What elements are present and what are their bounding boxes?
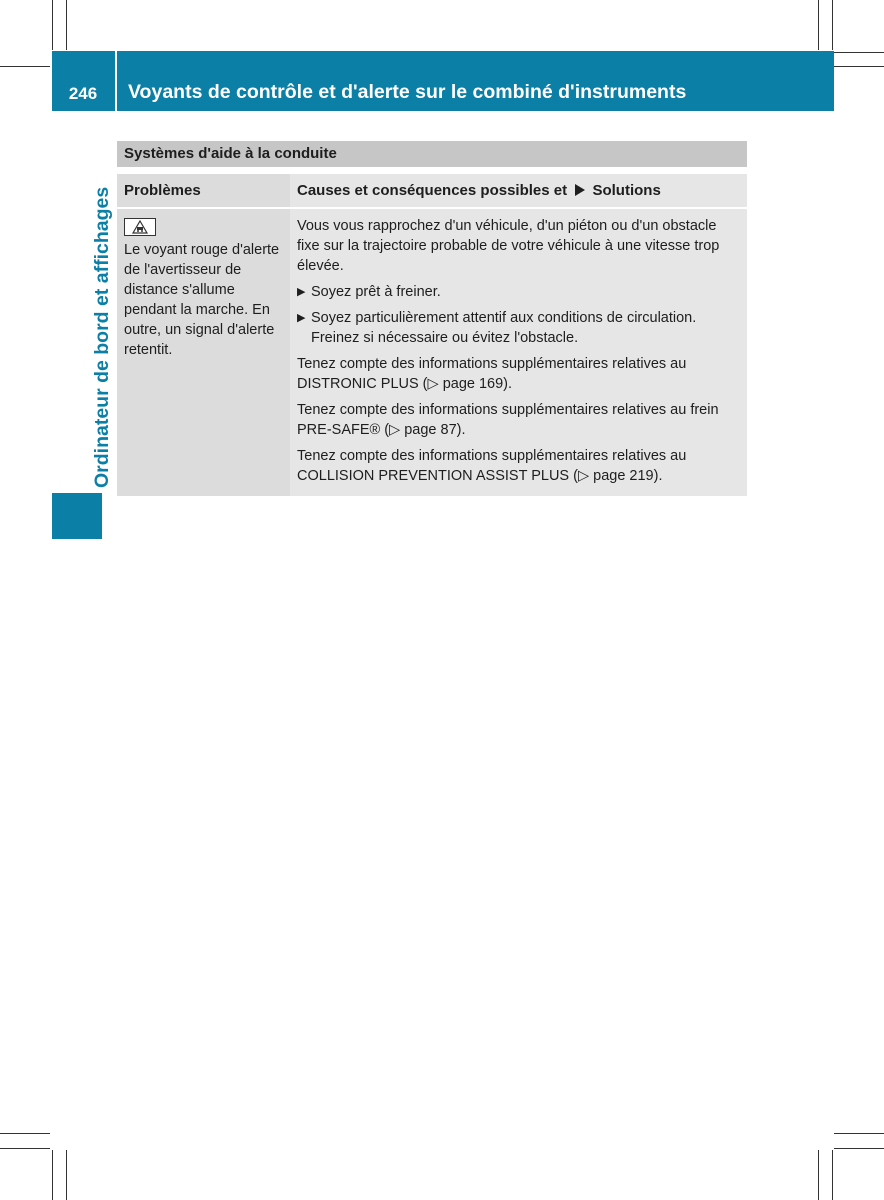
side-tab-marker xyxy=(52,493,102,539)
crop-mark xyxy=(66,0,67,50)
causes-cell xyxy=(290,209,747,496)
crop-mark xyxy=(832,1150,833,1200)
crop-mark xyxy=(0,66,50,67)
table-header-row xyxy=(117,174,747,207)
crop-mark xyxy=(818,1150,819,1200)
problem-cell xyxy=(117,209,290,496)
crop-mark xyxy=(834,66,884,67)
note-collision-prevention: Tenez compte des informations supplémentaires relatives au COLLISION PREVENTION ASSIST PLUS (▷ page 219). xyxy=(297,448,687,484)
header-divider xyxy=(115,51,117,111)
bullet-text: Soyez prêt à freiner. xyxy=(311,284,441,300)
note-pre-safe: Tenez compte des informations supplémentaires relatives au frein PRE-SAFE® (▷ page 87). xyxy=(297,402,719,438)
crop-mark xyxy=(834,1133,884,1134)
column-header-causes-text: Causes et conséquences possibles et xyxy=(297,182,568,199)
column-header-solutions-text: Solutions xyxy=(592,182,661,199)
crop-mark xyxy=(834,52,884,53)
table-row xyxy=(117,209,747,496)
crop-mark xyxy=(52,0,53,50)
crop-mark xyxy=(834,1148,884,1149)
list-item xyxy=(297,282,740,302)
solution-arrow-icon xyxy=(575,184,585,196)
crop-mark xyxy=(0,1148,50,1149)
page-title: Voyants de contrôle et d'alerte sur le combiné d'instruments xyxy=(128,81,687,103)
column-header-problems: Problèmes xyxy=(117,174,290,207)
crop-mark xyxy=(818,0,819,50)
triangle-bullet-icon: ▶ xyxy=(297,312,306,324)
crop-mark xyxy=(66,1150,67,1200)
bullet-text: Soyez particulièrement attentif aux conditions de circulation. Freinez si nécessaire ou évitez l'obstacle. xyxy=(311,310,697,346)
problem-text: Le voyant rouge d'alerte de l'avertisseur de distance s'allume pendant la marche. En outre, un signal d'alerte retentit. xyxy=(124,242,280,358)
column-header-causes xyxy=(290,174,747,207)
distance-warning-icon xyxy=(124,218,156,236)
section-title: Systèmes d'aide à la conduite xyxy=(117,141,747,167)
note-distronic: Tenez compte des informations supplémentaires relatives au DISTRONIC PLUS (▷ page 169). xyxy=(297,356,687,392)
driving-systems-table xyxy=(117,141,747,496)
list-item xyxy=(297,308,740,348)
crop-mark xyxy=(52,1150,53,1200)
triangle-bullet-icon: ▶ xyxy=(297,286,306,298)
crop-mark xyxy=(0,1133,50,1134)
page-number: 246 xyxy=(68,84,98,103)
crop-mark xyxy=(832,0,833,50)
cause-intro: Vous vous rapprochez d'un véhicule, d'un piéton ou d'un obstacle fixe sur la trajectoire probable de votre véhicule à une vitesse trop élevée. xyxy=(297,218,720,274)
side-tab-label: Ordinateur de bord et affichages xyxy=(91,186,113,488)
